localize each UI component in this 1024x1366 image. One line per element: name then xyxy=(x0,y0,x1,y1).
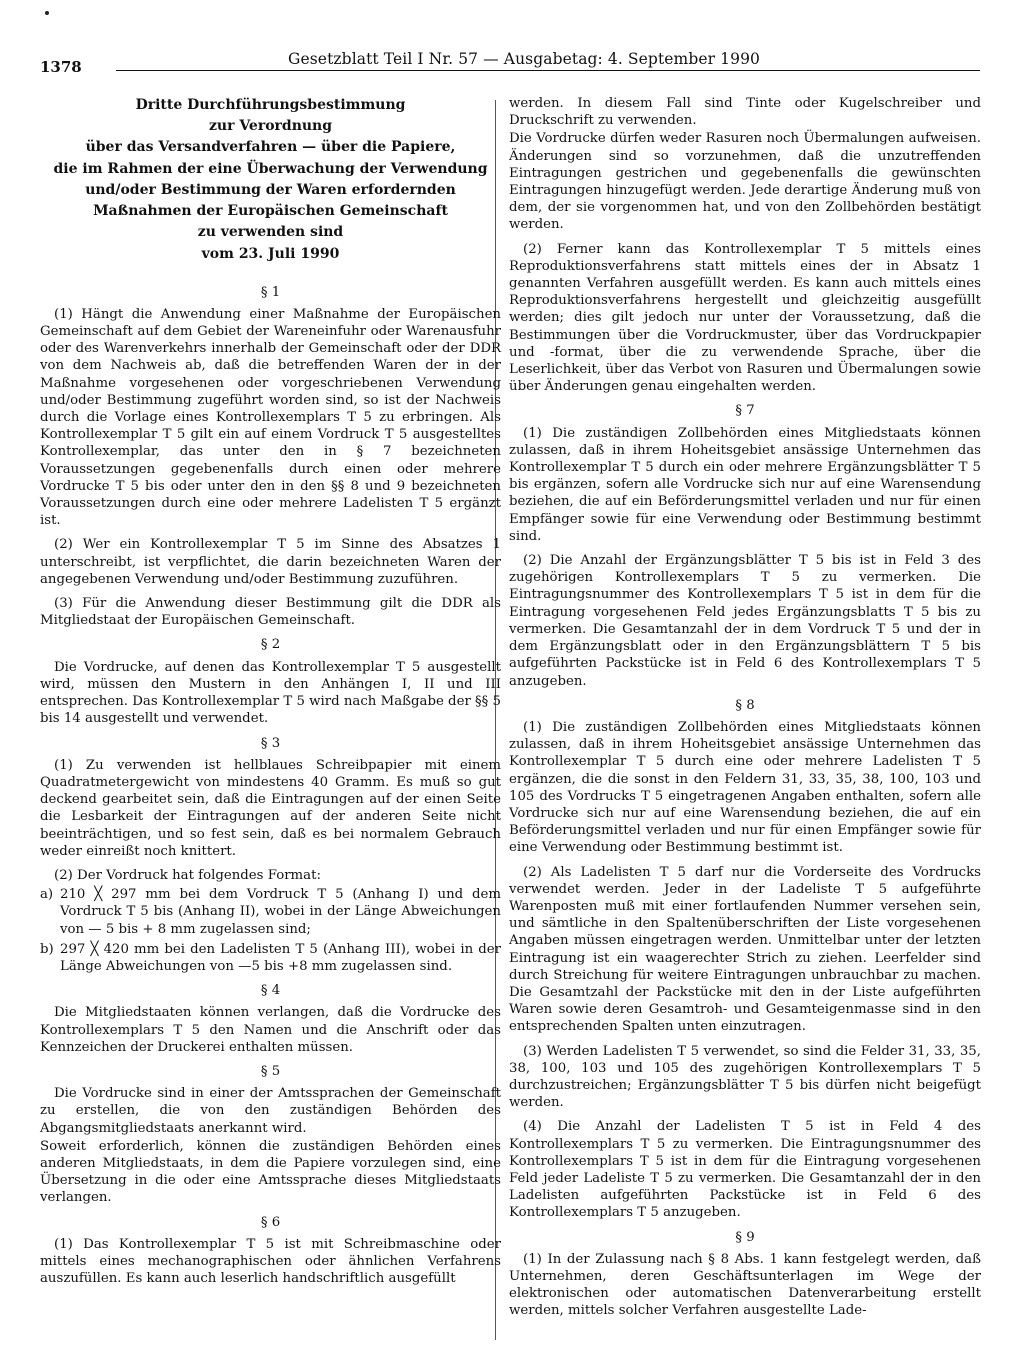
paragraph: Die Vordrucke dürfen weder Rasuren noch Übermalungen aufweisen. Änderungen sind so vorzunehmen, daß die unzutreffenden Eintragungen gestrichen und gegebenenfalls die gewünschten Eintragungen hinzugefügt werden. Jede derartige Änderung muß von dem, der sie vorgenommen hat, und von den Zollbehörden bestätigt werden. xyxy=(509,131,981,233)
paragraph: (3) Werden Ladelisten T 5 verwendet, so sind die Felder 31, 33, 35, 38, 100, 103 und 105 des zugehörigen Kontrollexemplars T 5 durchzustreichen; Ergänzungsblätter T 5 bis dürfen nicht beigefügt werden. xyxy=(509,1043,981,1111)
section-heading: § 5 xyxy=(260,1063,281,1079)
title-line: und/oder Bestimmung der Waren erfordernden xyxy=(85,181,456,198)
section-heading: § 3 xyxy=(260,735,281,751)
paragraph: (1) Die zuständigen Zollbehörden eines Mitgliedstaats können zulassen, daß in ihrem Hoheitsgebiet ansässige Unternehmen das Kontrollexemplar T 5 durch ein oder mehrere Ergänzungsblätter T 5 bis ergänzen, sofern alle Vordrucke sich nur auf eine Warensendung beziehen, die auf ein Beförderungsmittel verladen und nur für einen Empfänger sowie für eine Verwendung oder Bestimmung bestimmt sind. xyxy=(509,425,981,544)
paragraph: (2) Die Anzahl der Ergänzungsblätter T 5 bis ist in Feld 3 des zugehörigen Kontrollexemplars T 5 zu vermerken. Die Eintragungsnummer des Kontrollexemplars T 5 ist in dem für die Eintragung vorgesehenen Feld jedes Ergänzungsblatts T 5 bis zu vermerken. Die Gesamtanzahl der in dem Vordruck T 5 und der in dem Ergänzungsblatt oder in den Ergänzungsblättern T 5 bis aufgeführten Packstücke ist in Feld 6 des Kontrollexemplars T 5 anzugeben. xyxy=(509,553,981,689)
paragraph: Die Vordrucke, auf denen das Kontrollexemplar T 5 ausgestellt wird, müssen den Mustern in den Anhängen I, II und III entsprechen. Das Kontrollexemplar T 5 wird nach Maßgabe der §§ 5 bis 14 ausgestellt und verwendet. xyxy=(40,659,502,727)
header-rule xyxy=(116,70,980,71)
section-heading: § 6 xyxy=(260,1214,281,1230)
section-heading: § 9 xyxy=(735,1229,755,1245)
paragraph: (1) Hängt die Anwendung einer Maßnahme der Europäischen Gemeinschaft auf dem Gebiet der Wareneinfuhr oder Warenausfuhr oder des Warenverkehrs innerhalb der Gemeinschaft oder der DDR von dem Nachweis ab, daß die betreffenden Waren der in der Maßnahme vorgesehenen oder vorgeschriebenen Verwendung und/oder Bestimmung zugeführt worden sind, so ist der Nachweis durch die Vorlage eines Kontrollexemplars T 5 zu erbringen. Als Kontrollexemplar T 5 gilt ein auf einem Vordruck T 5 ausgestelltes Kontrollexemplar, das unter den in § 7 bezeichneten Voraussetzungen gegebenenfalls durch einen oder mehrere Vordrucke T 5 bis oder unter den in den §§ 8 und 9 bezeichneten Voraussetzungen durch eine oder mehrere Ladelisten T 5 ergänzt ist. xyxy=(40,306,501,529)
title-line: Dritte Durchführungsbestimmung xyxy=(135,97,406,113)
list-item xyxy=(40,941,501,975)
paragraph: Die Vordrucke sind in einer der Amtssprachen der Gemeinschaft zu erstellen, die von den zuständigen Behörden des Abgangsmitgliedstaats anerkannt wird. xyxy=(40,1086,501,1136)
list-text: 297 ╳ 420 mm bei den Ladelisten T 5 (Anhang III), wobei in der Länge Abweichungen von —5 bis +8 mm zugelassen sind. xyxy=(60,941,501,974)
title-line: zu verwenden sind xyxy=(197,224,344,241)
list-item xyxy=(40,886,501,938)
paragraph: (1) Das Kontrollexemplar T 5 ist mit Schreibmaschine oder mittels eines mechanographischen oder ähnlichen Verfahrens auszufüllen. Es kann auch leserlich handschriftlich ausgefüllt xyxy=(40,1236,501,1287)
section-heading: § 1 xyxy=(260,284,281,300)
right-column xyxy=(509,95,981,1327)
left-column xyxy=(40,95,501,1294)
title-line: Maßnahmen der Europäischen Gemeinschaft xyxy=(93,203,448,220)
paragraph: (1) Die zuständigen Zollbehörden eines Mitgliedstaats können zulassen, daß in ihrem Hoheitsgebiet ansässige Unternehmen das Kontrollexemplar T 5 durch eine oder mehrere Ladelisten T 5 ergänzen, die die sonst in den Feldern 31, 33, 35, 38, 100, 103 und 105 des Vordrucks T 5 eingetragenen Angaben enthalten, sofern alle Vordrucke sich nur auf eine Warensendung beziehen, die auf ein Beförderungsmittel verladen und nur für einen Empfänger sowie für eine Verwendung oder Bestimmung bestimmt ist. xyxy=(509,719,981,856)
paragraph: (2) Wer ein Kontrollexemplar T 5 im Sinne des Absatzes 1 unterschreibt, ist verpflichtet, die darin bezeichneten Waren der angegebenen Verwendung und/oder Bestimmung zuzuführen. xyxy=(40,537,501,587)
list-label: b) xyxy=(40,941,54,957)
section-heading: § 4 xyxy=(260,983,281,999)
title-line: über das Versandverfahren — über die Papiere, xyxy=(85,139,456,156)
page-number: 1378 xyxy=(40,58,82,76)
paragraph: (2) Als Ladelisten T 5 darf nur die Vorderseite des Vordrucks verwendet werden. Jeder in der Ladeliste T 5 aufgeführte Warenposten muß mit einer fortlaufenden Nummer versehen sein, und sämtliche in den Spaltenüberschriften der Liste vorgesehenen Angaben müssen eingetragen werden. Unmittelbar unter der letzten Eintragung ist ein waagerechter Strich zu ziehen. Leerfelder sind durch Streichung für weitere Eintragungen unbrauchbar zu machen. Die Gesamtzahl der Packstücke mit den in der Liste aufgeführten Waren sowie deren Gesamtroh- und Gesamteigenmasse sind in den entsprechenden Spalten unten einzutragen. xyxy=(509,864,981,1035)
title-line: zur Verordnung xyxy=(208,118,333,135)
document-date: vom 23. Juli 1990 xyxy=(201,246,340,263)
section-heading: § 8 xyxy=(735,697,755,713)
page-header xyxy=(40,50,980,76)
scan-speck xyxy=(45,11,49,15)
section-heading: § 2 xyxy=(260,637,281,653)
paragraph: Die Mitgliedstaaten können verlangen, daß die Vordrucke des Kontrollexemplars T 5 den Namen und die Anschrift oder das Kennzeichen der Druckerei enthalten müssen. xyxy=(40,1005,501,1055)
paragraph: (2) Der Vordruck hat folgendes Format: xyxy=(54,867,321,883)
gazette-header-title: Gesetzblatt Teil I Nr. 57 — Ausgabetag: 4. September 1990 xyxy=(288,50,761,68)
section-heading: § 7 xyxy=(735,403,755,419)
paragraph: (3) Für die Anwendung dieser Bestimmung gilt die DDR als Mitgliedstaat der Europäischen Gemeinschaft. xyxy=(40,596,501,629)
paragraph: (2) Ferner kann das Kontrollexemplar T 5 mittels eines Reproduktionsverfahrens statt mittels eines der in Absatz 1 genannten Verfahren ausgefüllt werden. Es kann auch mittels eines Reproduktionsverfahrens hergestellt und gleichzeitig ausgefüllt werden; dies gilt jedoch nur unter der Voraussetzung, daß die Bestimmungen über die Vordruckmuster, über das Vordruckpapier und -format, über die zu verwendende Sprache, über die Leserlichkeit, über das Verbot von Rasuren und Übermalungen sowie über Änderungen genau eingehalten werden. xyxy=(509,241,981,395)
document-title xyxy=(40,95,501,243)
paragraph: (4) Die Anzahl der Ladelisten T 5 ist in Feld 4 des Kontrollexemplars T 5 zu vermerken. Die Eintragungsnummer des Kontrollexemplars T 5 ist in dem für die Eintragung vorgesehenen Feld jeder Ladeliste T 5 zu vermerken. Die Gesamtanzahl der in den Ladelisten aufgeführten Packstücke ist in Feld 6 des Kontrollexemplars T 5 anzugeben. xyxy=(509,1119,981,1221)
paragraph: werden. In diesem Fall sind Tinte oder Kugelschreiber und Druckschrift zu verwenden. xyxy=(509,96,981,129)
title-line: die im Rahmen der eine Überwachung der Verwendung xyxy=(53,160,488,177)
paragraph: (1) Zu verwenden ist hellblaues Schreibpapier mit einem Quadratmetergewicht von mindestens 40 Gramm. Es muß so gut deckend gearbeitet sein, daß die Eintragungen auf der einen Seite die Lesbarkeit der Eintragungen auf der anderen Seite nicht beeinträchtigen, und so fest sein, daß es bei normalem Gebrauch weder einreißt noch knittert. xyxy=(40,757,501,859)
paragraph: (1) In der Zulassung nach § 8 Abs. 1 kann festgelegt werden, daß Unternehmen, deren Geschäftsunterlagen im Wege der elektronischen oder automatischen Datenverarbeitung erstellt werden, mittels solcher Verfahren ausgestellte Lade- xyxy=(509,1251,981,1319)
paragraph: Soweit erforderlich, können die zuständigen Behörden eines anderen Mitgliedstaats, in dem die Papiere vorzulegen sind, eine Übersetzung in die oder eine Amtssprache dieses Mitgliedstaats verlangen. xyxy=(40,1138,501,1206)
list-text: 210 ╳ 297 mm bei dem Vordruck T 5 (Anhang I) und dem Vordruck T 5 bis (Anhang II), wobei in der Länge Abweichungen von — 5 bis + 8 mm zugelassen sind; xyxy=(60,887,501,937)
list-label: a) xyxy=(40,887,54,903)
